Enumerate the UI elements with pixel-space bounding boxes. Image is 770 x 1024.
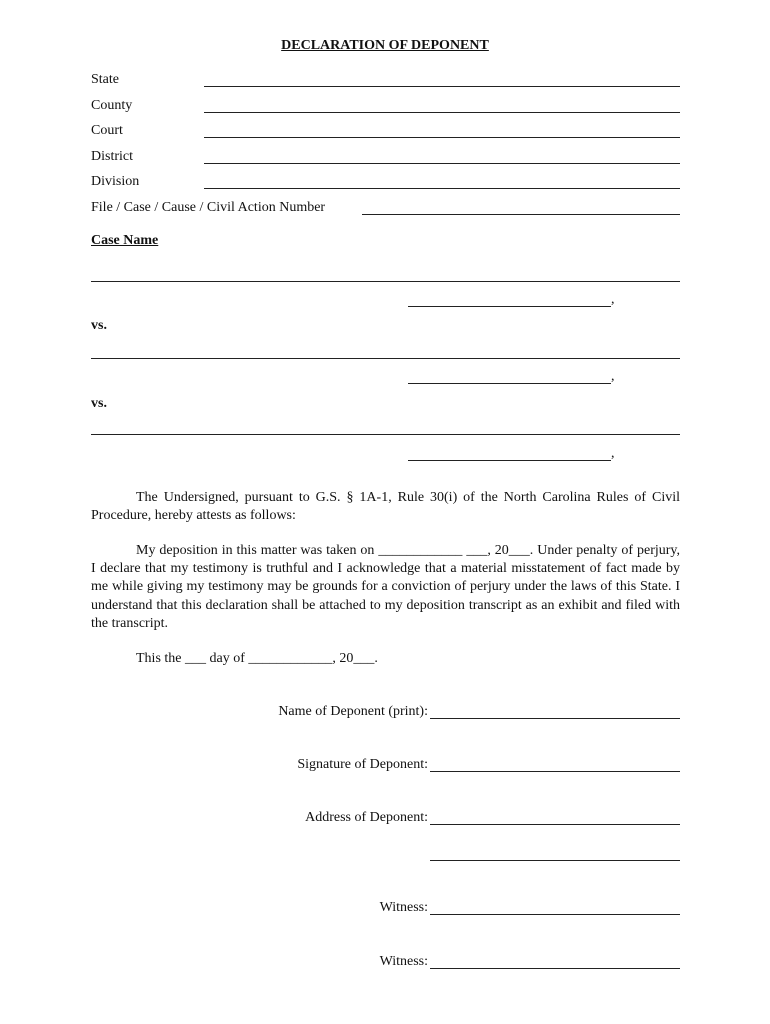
- county-field[interactable]: [204, 112, 680, 113]
- party-2-field[interactable]: [91, 358, 680, 359]
- county-label: County: [91, 98, 133, 113]
- court-label: Court: [91, 123, 123, 138]
- party-3-role-field[interactable]: [408, 460, 611, 461]
- vs-2: vs.: [91, 396, 107, 411]
- division-label: Division: [91, 174, 140, 189]
- deponent-signature-label: Signature of Deponent:: [297, 757, 428, 772]
- district-field[interactable]: [204, 163, 680, 164]
- witness-1-field[interactable]: [430, 914, 680, 915]
- declaration-paragraph: My deposition in this matter was taken on ____________ ___, 20___. Under penalty of perjury, I declare that my testimony is truthful and I acknowledge that a material misstatement of fact made by me while giving my testimony may be grounds for a conviction of perjury under the laws of this State. I understand that this declaration shall be attached to my deposition transcript as an exhibit and filed with the transcript.: [91, 543, 680, 631]
- deponent-address-field-1[interactable]: [430, 824, 680, 825]
- comma-3: ,: [611, 446, 615, 461]
- date-line: This the ___ day of ____________, 20___.: [136, 651, 378, 666]
- deponent-address-field-2[interactable]: [430, 860, 680, 861]
- deponent-address-label: Address of Deponent:: [305, 810, 428, 825]
- attestation-paragraph: The Undersigned, pursuant to G.S. § 1A-1, Rule 30(i) of the North Carolina Rules of Civil Procedure, hereby attests as follows:: [91, 490, 680, 524]
- witness-2-label: Witness:: [379, 954, 428, 969]
- document-title: DECLARATION OF DEPONENT: [281, 38, 489, 53]
- deponent-signature-field[interactable]: [430, 771, 680, 772]
- party-2-role-field[interactable]: [408, 383, 611, 384]
- division-field[interactable]: [204, 188, 680, 189]
- party-1-role-field[interactable]: [408, 306, 611, 307]
- party-3-field[interactable]: [91, 434, 680, 435]
- deponent-name-label: Name of Deponent (print):: [278, 704, 428, 719]
- comma-2: ,: [611, 369, 615, 384]
- file-number-label: File / Case / Cause / Civil Action Number: [91, 200, 326, 215]
- party-1-field[interactable]: [91, 281, 680, 282]
- witness-1-label: Witness:: [379, 900, 428, 915]
- deponent-name-field[interactable]: [430, 718, 680, 719]
- district-label: District: [91, 149, 133, 164]
- comma-1: ,: [611, 292, 615, 307]
- witness-2-field[interactable]: [430, 968, 680, 969]
- file-number-field[interactable]: [362, 214, 680, 215]
- state-field[interactable]: [204, 86, 680, 87]
- state-label: State: [91, 72, 119, 87]
- vs-1: vs.: [91, 318, 107, 333]
- case-name-heading: Case Name: [91, 233, 159, 248]
- court-field[interactable]: [204, 137, 680, 138]
